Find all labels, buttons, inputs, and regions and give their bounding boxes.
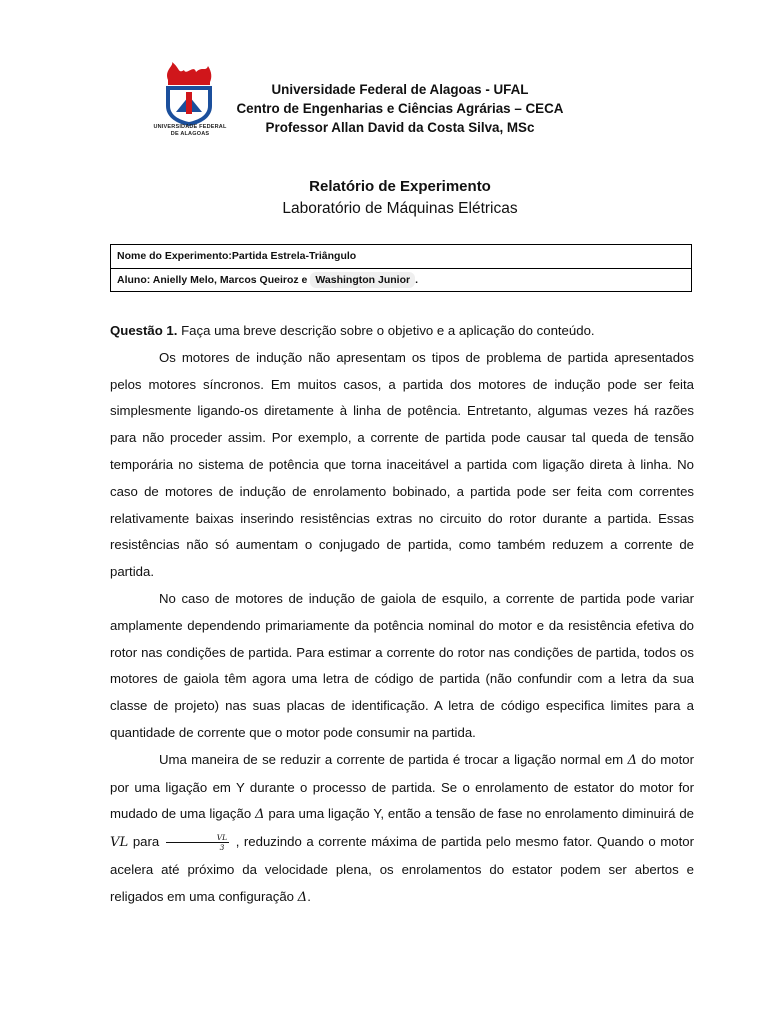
p3-part-c: para uma ligação Y, então a tensão de fase no enrolamento diminuirá de	[264, 806, 694, 822]
delta-symbol: Δ	[627, 752, 637, 768]
paragraph-3	[110, 747, 694, 912]
document-body	[110, 318, 694, 912]
students-row	[111, 268, 691, 291]
fraction-denominator: 3	[219, 843, 225, 853]
report-subtitle: Laboratório de Máquinas Elétricas	[282, 200, 518, 217]
logo-caption-line2: DE ALAGOAS	[170, 131, 210, 137]
experiment-info-table	[110, 244, 692, 292]
students-prefix: Aluno: Anielly Melo, Marcos Queiroz e	[117, 274, 308, 286]
delta-symbol: Δ	[254, 807, 265, 823]
header-center: Centro de Engenharias e Ciências Agrárias – CECA	[236, 101, 564, 116]
p3-part-d: para	[128, 834, 164, 850]
report-title: Relatório de Experimento	[309, 178, 491, 195]
question-text: Faça uma breve descrição sobre o objetivo e a aplicação do conteúdo.	[177, 323, 595, 338]
student-highlight: Washington Junior	[310, 272, 415, 288]
logo-caption-line1: UNIVERSIDADE FEDERAL	[153, 124, 227, 130]
experiment-name: Nome do Experimento:Partida Estrela-Triângulo	[117, 250, 357, 262]
document-header	[200, 80, 600, 137]
fraction-numerator: VL	[166, 833, 229, 843]
p3-part-a: Uma maneira de se reduzir a corrente de partida é trocar a ligação normal em	[159, 751, 628, 767]
students-suffix: .	[415, 274, 418, 286]
header-professor: Professor Allan David da Costa Silva, MSc	[265, 120, 535, 135]
vl-fraction	[166, 833, 229, 852]
vl-symbol: VL	[110, 835, 129, 851]
delta-symbol: Δ	[297, 889, 308, 905]
paragraph-2: No caso de motores de indução de gaiola de esquilo, a corrente de partida pode variar amplamente dependendo primariamente da potência nominal do motor e da resistência efetiva do rotor nas condições de partida. Para estimar a corrente do rotor nas condições de partida, todos os motores de gaiola têm agora uma letra de código de partida (não confundir com a letra da sua classe de projeto) nas suas placas de identificação. A letra de código especifica limites para a quantidade de corrente que o motor pode consumir na partida.	[110, 590, 694, 740]
question-1	[110, 318, 694, 345]
header-university: Universidade Federal de Alagoas - UFAL	[271, 82, 529, 97]
p3-part-f: .	[307, 888, 311, 904]
experiment-name-row	[111, 245, 691, 268]
paragraph-1: Os motores de indução não apresentam os tipos de problema de partida apresentados pelos motores síncronos. Em muitos casos, a partida dos motores de indução pode ser feita simplesmente ligando-os diretamente à linha de potência. Entretanto, algumas vezes há razões para não proceder assim. Por exemplo, a corrente de partida pode causar tal queda de tensão temporária no sistema de potência que torna inaceitável a partida com ligação direta à linha. No caso de motores de indução de enrolamento bobinado, a partida pode ser feita com correntes relativamente baixas inserindo resistências extras no circuito do rotor durante a partida. Essas resistências não só aumentam o conjugado de partida, como também reduzem a corrente de partida.	[110, 349, 694, 580]
p3-part-b: do motor por uma ligação em Y durante o processo de partida. Se o enrolamento de estator do motor for mudado de uma ligação	[110, 751, 694, 822]
p3-part-e: , reduzindo a corrente máxima de partida pelo mesmo fator. Quando o motor acelera até próximo da velocidade plena, os enrolamentos do estator podem ser abertos e religados em uma configuração	[110, 834, 694, 904]
question-label: Questão 1.	[110, 323, 178, 338]
